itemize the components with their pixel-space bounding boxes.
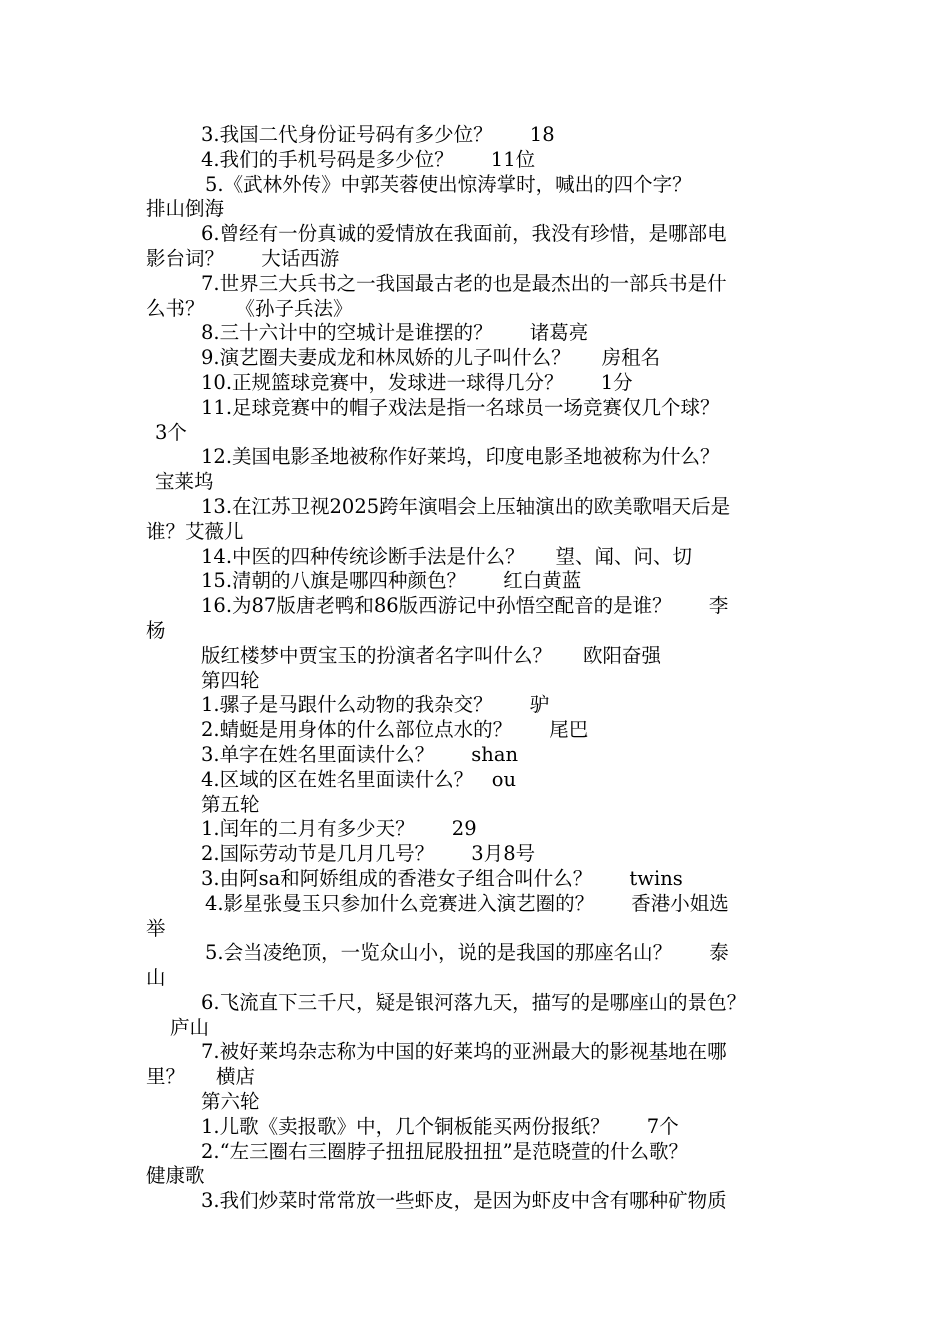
text-line: 11.足球竞赛中的帽子戏法是指一名球员一场竞赛仅几个球？ [201,395,720,419]
text-line: 3.我们炒菜时常常放一些虾皮，是因为虾皮中含有哪种矿物质 [201,1189,727,1213]
text-line: 排山倒海 [146,197,225,221]
text-line: 1.儿歌《卖报歌》中，几个铜板能买两份报纸？ 7个 [201,1114,679,1138]
text-line: 9.演艺圈夫妻成龙和林凤娇的儿子叫什么？ 房租名 [201,346,661,370]
text-line: 庐山 [170,1015,210,1039]
text-line: 4.我们的手机号码是多少位？ 11位 [201,147,536,171]
text-line: 7.世界三大兵书之一我国最古老的也是最杰出的一部兵书是什 [201,271,727,295]
round-heading: 第四轮 [201,668,260,692]
text-line: 3个 [155,420,187,444]
text-line: 2.“左三圈右三圈脖子扭扭屁股扭扭”是范晓萱的什么歌？ [201,1139,689,1163]
text-line: 么书？ 《孙子兵法》 [146,296,353,320]
text-line: 13.在江苏卫视2025跨年演唱会上压轴演出的欧美歌唱天后是 [201,494,731,518]
text-line: 谁？艾薇儿 [146,519,244,543]
text-line: 15.清朝的八旗是哪四种颜色？ 红白黄蓝 [201,569,582,593]
text-line: 4.影星张曼玉只参加什么竞赛进入演艺圈的？ 香港小姐选 [205,891,729,915]
text-line: 版红楼梦中贾宝玉的扮演者名字叫什么？ 欧阳奋强 [201,643,661,667]
text-line: 杨 [146,618,166,642]
text-line: 健康歌 [146,1164,205,1188]
text-line: 6.曾经有一份真诚的爱情放在我面前，我没有珍惜，是哪部电 [201,222,727,246]
text-line: 5.《武林外传》中郭芙蓉使出惊涛掌时，喊出的四个字？ [205,172,692,196]
text-line: 3.单字在姓名里面读什么？ shan [201,742,519,766]
text-line: 6.飞流直下三千尺，疑是银河落九天，描写的是哪座山的景色？ [201,990,747,1014]
text-line: 1.闰年的二月有多少天？ 29 [201,817,477,841]
text-line: 4.区域的区在姓名里面读什么？ ou [201,767,516,791]
text-line: 12.美国电影圣地被称作好莱坞，印度电影圣地被称为什么？ [201,445,720,469]
text-line: 山 [146,966,166,990]
text-line: 3.由阿sa和阿娇组成的香港女子组合叫什么？ twins [201,866,683,890]
round-heading: 第五轮 [201,792,260,816]
text-line: 2.蜻蜓是用身体的什么部位点水的？ 尾巴 [201,718,589,742]
document-body [146,123,836,1214]
text-line: 举 [146,916,166,940]
text-line: 16.为87版唐老鸭和86版西游记中孙悟空配音的是谁？ 李 [201,594,729,618]
text-line: 1.骡子是马跟什么动物的我杂交？ 驴 [201,693,550,717]
text-line: 10.正规篮球竞赛中，发球进一球得几分？ 1分 [201,370,633,394]
text-line: 3.我国二代身份证号码有多少位？ 18 [201,123,555,146]
text-line: 影台词？ 大话西游 [146,246,340,270]
text-line: 14.中医的四种传统诊断手法是什么？ 望、闻、问、切 [201,544,693,568]
text-line: 5.会当凌绝顶，一览众山小，说的是我国的那座名山？ 泰 [205,941,729,965]
text-line: 2.国际劳动节是几月几号？ 3月8号 [201,842,536,866]
text-line: 里？ 横店 [146,1065,255,1089]
round-heading: 第六轮 [201,1090,260,1114]
text-line: 宝莱坞 [155,470,214,494]
text-line: 8.三十六计中的空城计是谁摆的？ 诸葛亮 [201,321,589,345]
text-line: 7.被好莱坞杂志称为中国的好莱坞的亚洲最大的影视基地在哪 [201,1040,727,1064]
